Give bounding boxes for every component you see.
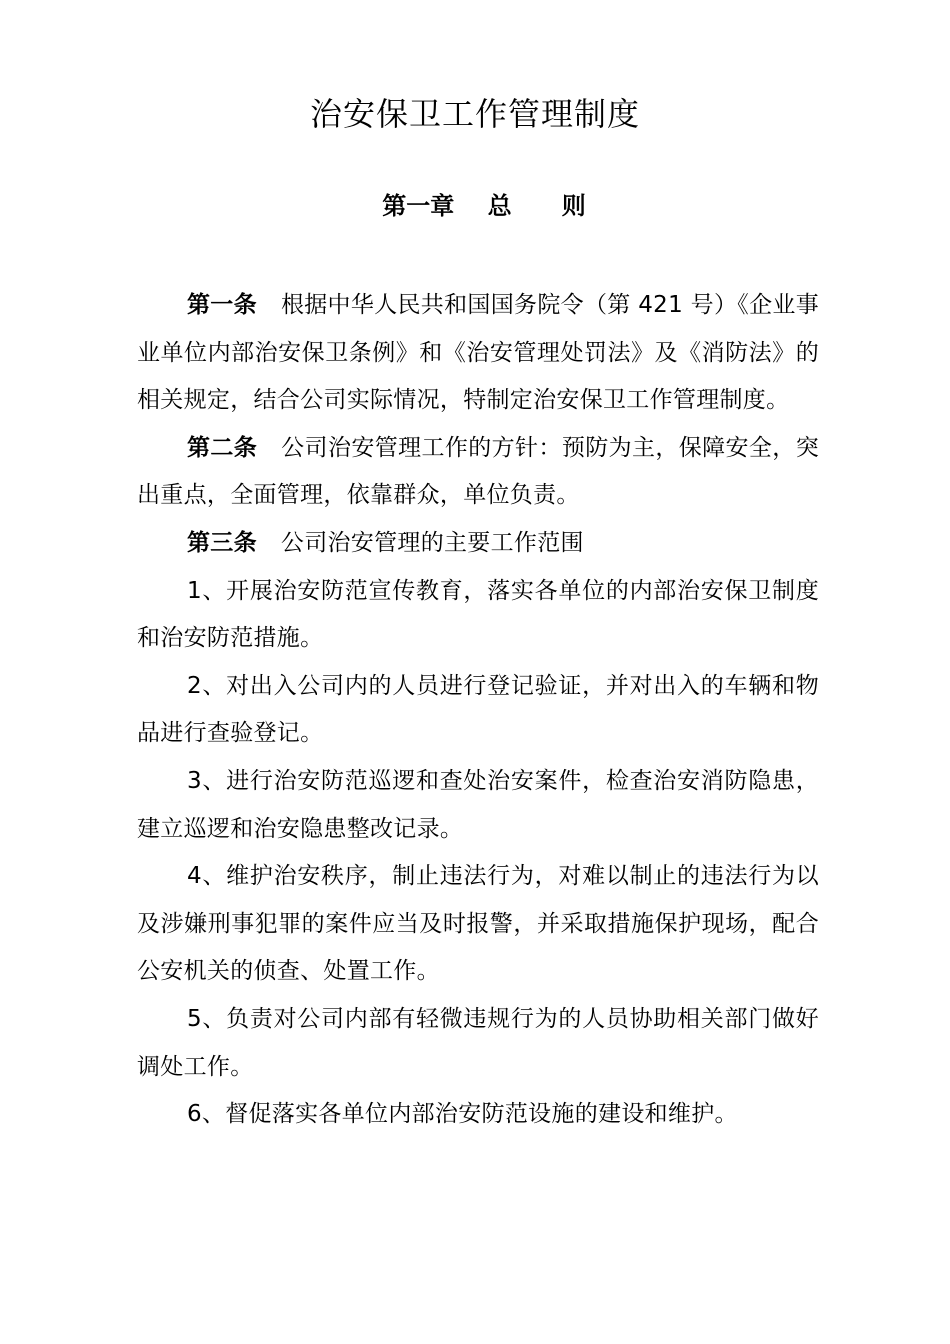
document-title: 治安保卫工作管理制度 bbox=[309, 95, 640, 133]
article-text: 根据中华人民共和国国务院令（第 421 号）《企业事业单位内部治安保卫条例》和《治安管理处罚法》及《消防法》的相关规定，结合公司实际情况，特制定治安保卫工作管理制度。 bbox=[137, 292, 819, 414]
article-text: 公司治安管理工作的方针：预防为主，保障安全，突出重点，全面管理，依靠群众，单位负责。 bbox=[137, 434, 819, 509]
article-label: 第二条 bbox=[187, 434, 258, 461]
article-1 bbox=[137, 282, 819, 425]
list-item: 3、进行治安防范巡逻和查处治安案件，检查治安消防隐患，建立巡逻和治安隐患整改记录。 bbox=[137, 767, 819, 842]
article-2 bbox=[137, 425, 819, 520]
article-3 bbox=[137, 520, 819, 568]
list-item: 1、开展治安防范宣传教育，落实各单位的内部治安保卫制度和治安防范措施。 bbox=[137, 577, 819, 652]
list-item: 5、负责对公司内部有轻微违规行为的人员协助相关部门做好调处工作。 bbox=[137, 1005, 819, 1080]
document-body bbox=[137, 282, 819, 1139]
article-text: 公司治安管理的主要工作范围 bbox=[280, 529, 584, 556]
article-label: 第三条 bbox=[187, 529, 257, 556]
list-item: 6、督促落实各单位内部治安防范设施的建设和维护。 bbox=[187, 1101, 738, 1128]
article-label: 第一条 bbox=[187, 292, 257, 318]
chapter-heading: 第一章 总 则 bbox=[382, 192, 586, 220]
list-item: 4、维护治安秩序，制止违法行为，对难以制止的违法行为以及涉嫌刑事犯罪的案件应当及时报警，并采取措施保护现场，配合公安机关的侦查、处置工作。 bbox=[137, 863, 819, 985]
list-item: 2、对出入公司内的人员进行登记验证，并对出入的车辆和物品进行查验登记。 bbox=[137, 672, 819, 747]
